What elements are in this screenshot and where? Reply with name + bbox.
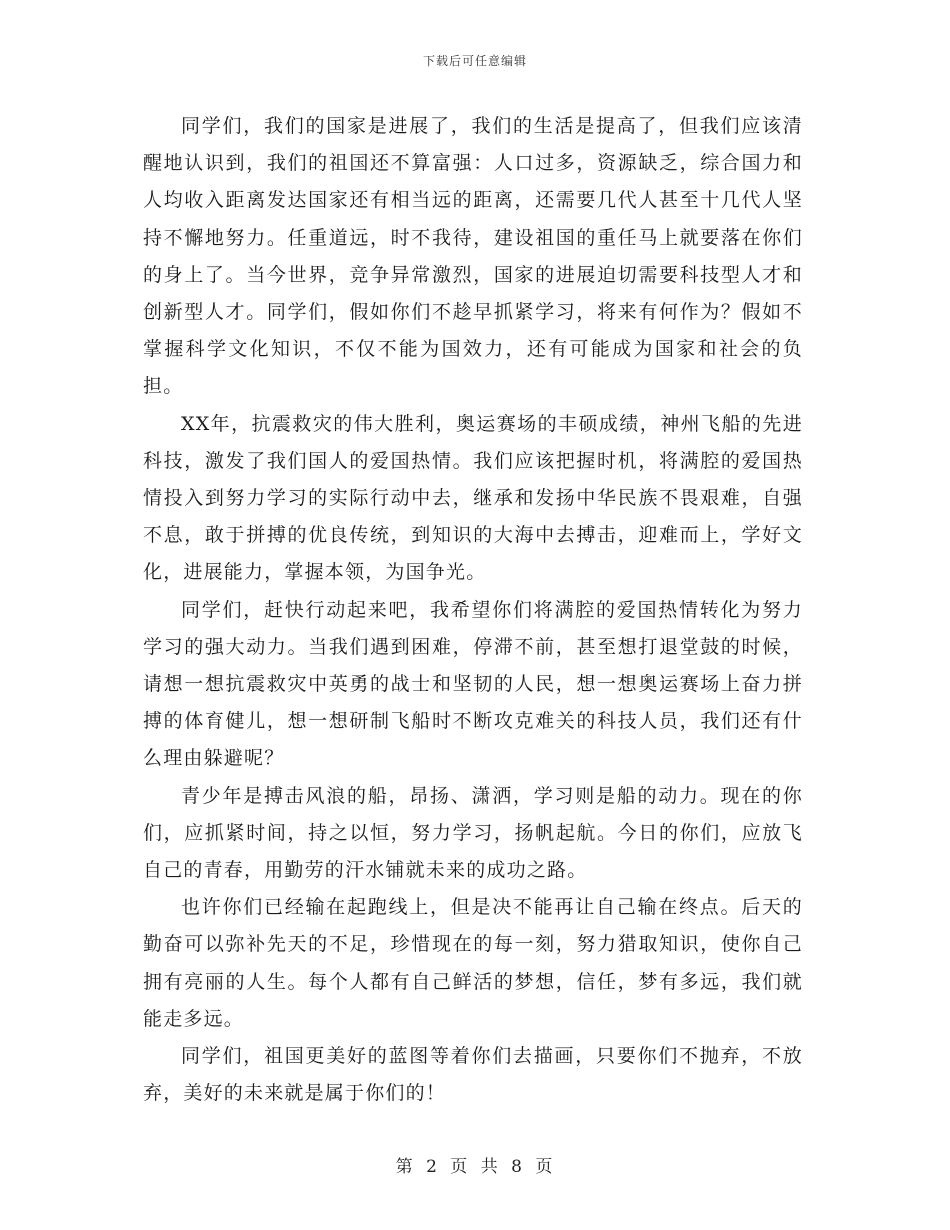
- page-header: 下载后可任意编辑: [422, 54, 527, 68]
- paragraph: 也许你们已经输在起跑线上，但是决不能再让自己输在终点。后天的勤奋可以弥补先天的不足，珍惜现在的每一刻，努力猎取知识，使你自己拥有亮丽的人生。每个人都有自己鲜活的梦想，信任，梦有多远，我们就能走多远。: [143, 896, 803, 1030]
- paragraph: 同学们，祖国更美好的蓝图等着你们去描画，只要你们不抛弃，不放弃，美好的未来就是属于你们的！: [143, 1045, 803, 1105]
- paragraph: XX年，抗震救灾的伟大胜利，奥运赛场的丰硕成绩，神州飞船的先进科技，激发了我们国人的爱国热情。我们应该把握时机，将满腔的爱国热情投入到努力学习的实际行动中去，继承和发扬中华民族不畏艰难，自强不息，敢于拼搏的优良传统，到知识的大海中去搏击，迎难而上，学好文化，进展能力，掌握本领，为国争光。: [143, 412, 803, 584]
- paragraph: 同学们，我们的国家是进展了，我们的生活是提高了，但我们应该清醒地认识到，我们的祖国还不算富强：人口过多，资源缺乏，综合国力和人均收入距离发达国家还有相当远的距离，还需要几代人甚至十几代人坚持不懈地努力。任重道远，时不我待，建设祖国的重任马上就要落在你们的身上了。当今世界，竞争异常激烈，国家的进展迫切需要科技型人才和创新型人才。同学们，假如你们不趁早抓紧学习，将来有何作为？假如不掌握科学文化知识，不仅不能为国效力，还有可能成为国家和社会的负担。: [143, 115, 803, 398]
- document-body: [143, 108, 803, 1112]
- page-number-footer: 第 2 页 共 8 页: [395, 1157, 555, 1177]
- paragraph: 同学们，赶快行动起来吧，我希望你们将满腔的爱国热情转化为努力学习的强大动力。当我们遇到困难，停滞不前，甚至想打退堂鼓的时候，请想一想抗震救灾中英勇的战士和坚韧的人民，想一想奥运赛场上奋力拼搏的体育健儿，想一想研制飞船时不断攻克难关的科技人员，我们还有什么理由躲避呢？: [143, 598, 803, 770]
- paragraph: 青少年是搏击风浪的船，昂扬、潇洒，学习则是船的动力。现在的你们，应抓紧时间，持之以恒，努力学习，扬帆起航。今日的你们，应放飞自己的青春，用勤劳的汗水铺就未来的成功之路。: [143, 784, 803, 882]
